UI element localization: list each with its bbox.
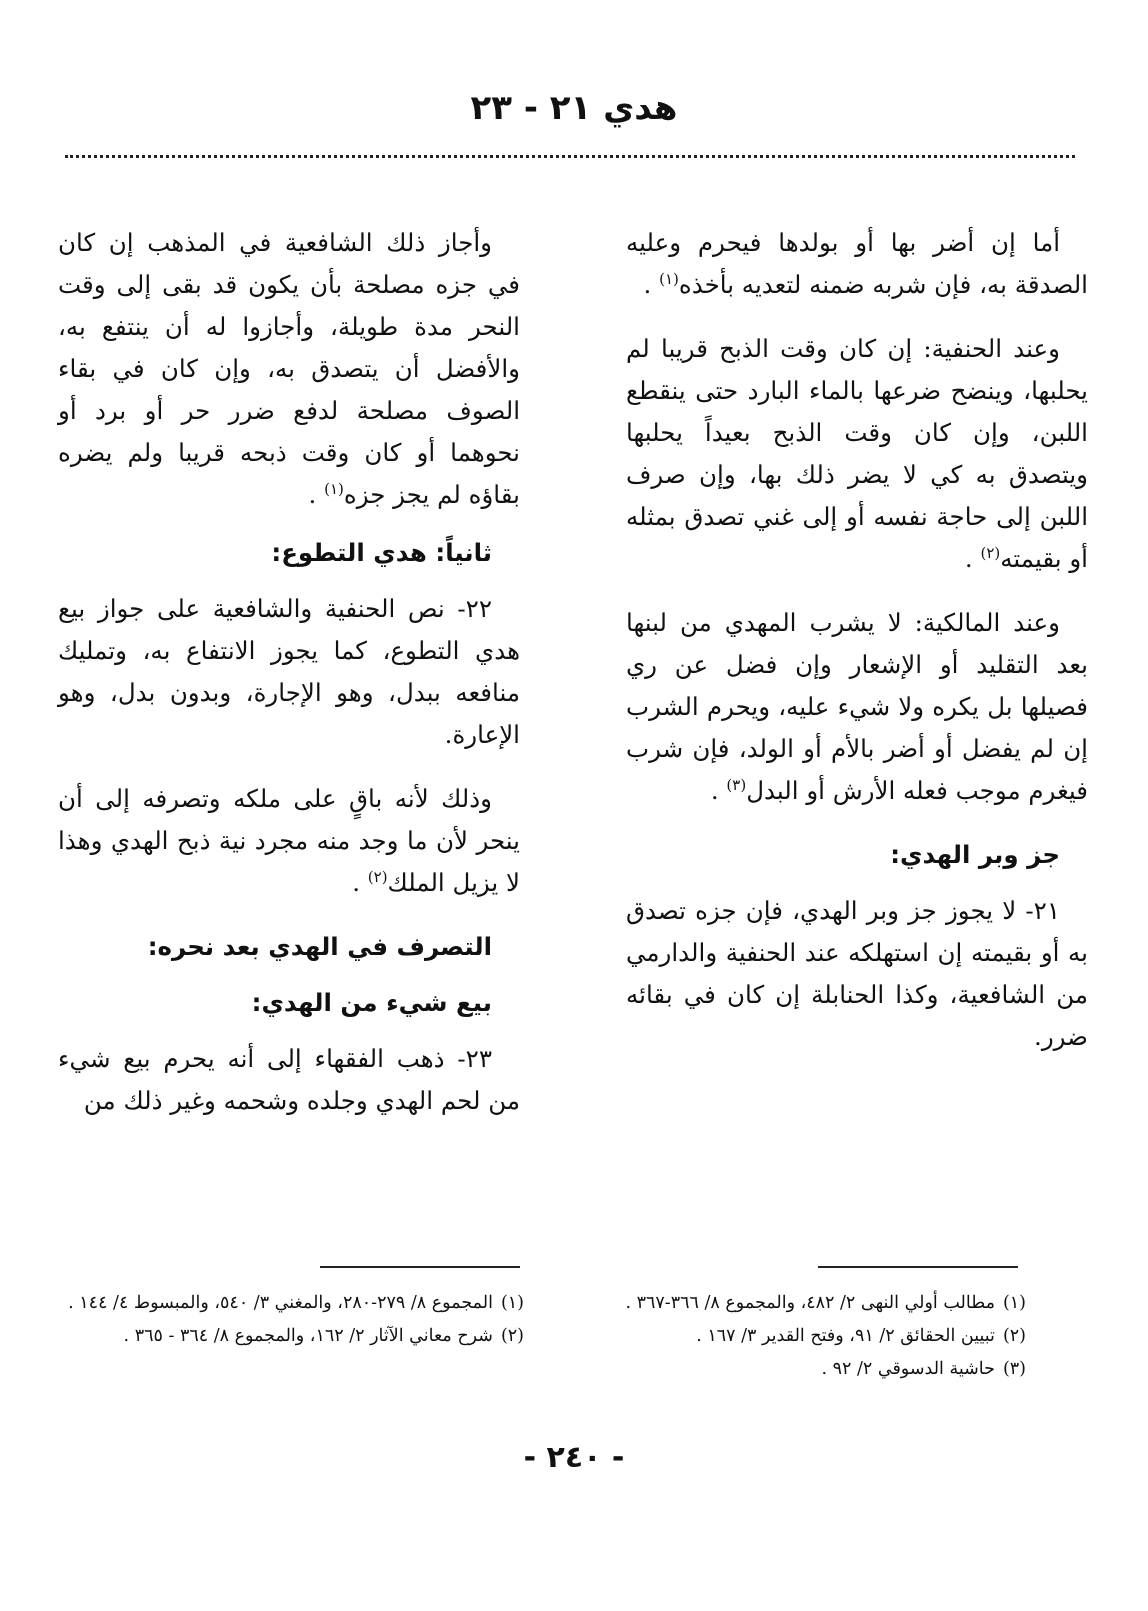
footnote [556, 1323, 1026, 1350]
footnote-text: شرح معاني الآثار ٢/ ١٦٢، والمجموع ٨/ ٣٦٤ - ٣٦٥ . [123, 1326, 493, 1346]
left-paragraph-2: ٢٢- نص الحنفية والشافعية على جواز بيع هدي التطوع، كما يجوز الانتفاع به، وتمليك منافعه ببدل، وهو الإجارة، وبدون بدل، وهو الإعارة. [58, 594, 520, 749]
left-paragraph-4: ٢٣- ذهب الفقهاء إلى أنه يحرم بيع شيء من لحم الهدي وجلده وشحمه وغير ذلك من [58, 1044, 520, 1115]
subsection-heading: بيع شيء من الهدي: [251, 988, 492, 1017]
footnote-text: تبيين الحقائق ٢/ ٩١، وفتح القدير ٣/ ١٦٧ . [696, 1326, 995, 1346]
right-paragraph-3: وعند المالكية: لا يشرب المهدي من لبنها بعد التقليد أو الإشعار وإن فضل عن ري فصيلها بل يكره ولا شيء عليه، ويحرم الشرب إن لم يفضل أو أضر بالأم أو الولد، فإن شرب فيغرم موجب فعله الأرش أو البدل$^{(٣)}$ . [626, 608, 1088, 805]
left-paragraph-3: وذلك لأنه باقٍ على ملكه وتصرفه إلى أن ينحر لأن ما وجد منه مجرد نية ذبح الهدي وهذا لا يزيل الملك$^{(٢)}$ . [58, 784, 520, 897]
footnote-ref[interactable]: (١) [324, 479, 344, 498]
right-paragraph-1: أما إن أضر بها أو بولدها فيحرم وعليه الصدقة به، فإن شربه ضمنه لتعديه بأخذه$^{(١)}$ . [626, 228, 1088, 299]
footnote-ref[interactable]: (٢) [367, 867, 388, 886]
right-paragraph-2-text: وعند الحنفية: إن كان وقت الذبح قريبا لم يحلبها، وينضح ضرعها بالماء البارد حتى ينقطع اللبن، وإن كان وقت الذبح بعيداً يحلبها ويتصدق به كي لا يضر ذلك بها، وإن صرف اللبن إلى حاجة نفسه أو إلى غني تصدق بمثله أو بقيمته [626, 334, 1088, 573]
footnote-number: (٢) [1002, 1326, 1026, 1346]
footnote-number: (١) [500, 1293, 524, 1313]
footnotes-right [556, 1290, 1026, 1389]
right-paragraph-2: وعند الحنفية: إن كان وقت الذبح قريبا لم يحلبها، وينضح ضرعها بالماء البارد حتى ينقطع اللبن، وإن كان وقت الذبح بعيداً يحلبها ويتصدق به كي لا يضر ذلك بها، وإن صرف اللبن إلى حاجة نفسه أو إلى غني تصدق بمثله أو بقيمته$^{(٢)}$ . [626, 334, 1088, 573]
right-paragraph-4: ٢١- لا يجوز جز وبر الهدي، فإن جزه تصدق به أو بقيمته إن استهلكه عند الحنفية والدارمي من الشافعية، وكذا الحنابلة إن كان في بقائه ضرر. [626, 896, 1088, 1051]
footnote-number: (٣) [1002, 1359, 1026, 1379]
header-dotted-rule [65, 155, 1075, 158]
footnote-divider-left [320, 1266, 520, 1268]
footnote [556, 1356, 1026, 1383]
right-paragraph-3-text: وعند المالكية: لا يشرب المهدي من لبنها بعد التقليد أو الإشعار وإن فضل عن ري فصيلها بل يكره ولا شيء عليه، ويحرم الشرب إن لم يفضل أو أضر بالأم أو الولد، فإن شرب فيغرم موجب فعله الأرش أو البدل [626, 608, 1088, 805]
section-heading: جز وبر الهدي: [890, 840, 1060, 869]
footnote-divider-right [818, 1266, 1018, 1268]
footnote-text: مطالب أولي النهى ٢/ ٤٨٢، والمجموع ٨/ ٣٦٦-٣٦٧ . [625, 1293, 995, 1313]
page-number: - ٢٤٠ - [523, 1440, 625, 1475]
footnote-number: (٢) [500, 1326, 524, 1346]
page-header-title: هدي ٢١ - ٢٣ [470, 88, 678, 128]
footnote-ref[interactable]: (٢) [980, 543, 1001, 562]
footnote-number: (١) [1002, 1293, 1026, 1313]
footnote [556, 1290, 1026, 1317]
right-column [626, 222, 1088, 1080]
footnotes-left [46, 1290, 524, 1356]
right-paragraph-1-text: أما إن أضر بها أو بولدها فيحرم وعليه الصدقة به، فإن شربه ضمنه لتعديه بأخذه [626, 228, 1088, 299]
footnote-ref[interactable]: (١) [659, 269, 679, 288]
section-heading: التصرف في الهدي بعد نحره: [147, 932, 492, 961]
section-heading: ثانياً: هدي التطوع: [271, 538, 492, 567]
footnote-text: المجموع ٨/ ٢٧٩-٢٨٠، والمغني ٣/ ٥٤٠، والمبسوط ٤/ ١٤٤ . [68, 1293, 493, 1313]
left-column [58, 222, 520, 1144]
left-paragraph-1: وأجاز ذلك الشافعية في المذهب إن كان في جزه مصلحة بأن يكون قد بقى إلى وقت النحر مدة طويلة، وأجازوا له أن ينتفع به، والأفضل أن يتصدق به، وإن كان في بقاء الصوف مصلحة لدفع ضرر حر أو برد أو نحوهما أو كان وقت ذبحه قريبا ولم يضره بقاؤه لم يجز جزه$^{(١)}$ . [58, 228, 520, 509]
left-paragraph-1-text: وأجاز ذلك الشافعية في المذهب إن كان في جزه مصلحة بأن يكون قد بقى إلى وقت النحر مدة طويلة، وأجازوا له أن ينتفع به، والأفضل أن يتصدق به، وإن كان في بقاء الصوف مصلحة لدفع ضرر حر أو برد أو نحوهما أو كان وقت ذبحه قريبا ولم يضره بقاؤه لم يجز جزه [58, 228, 520, 509]
footnote [46, 1290, 524, 1317]
footnote [46, 1323, 524, 1350]
footnote-ref[interactable]: (٣) [726, 775, 747, 794]
left-paragraph-3-text: وذلك لأنه باقٍ على ملكه وتصرفه إلى أن ينحر لأن ما وجد منه مجرد نية ذبح الهدي وهذا لا يزيل الملك [58, 784, 520, 897]
footnote-text: حاشية الدسوقي ٢/ ٩٢ . [821, 1359, 995, 1379]
